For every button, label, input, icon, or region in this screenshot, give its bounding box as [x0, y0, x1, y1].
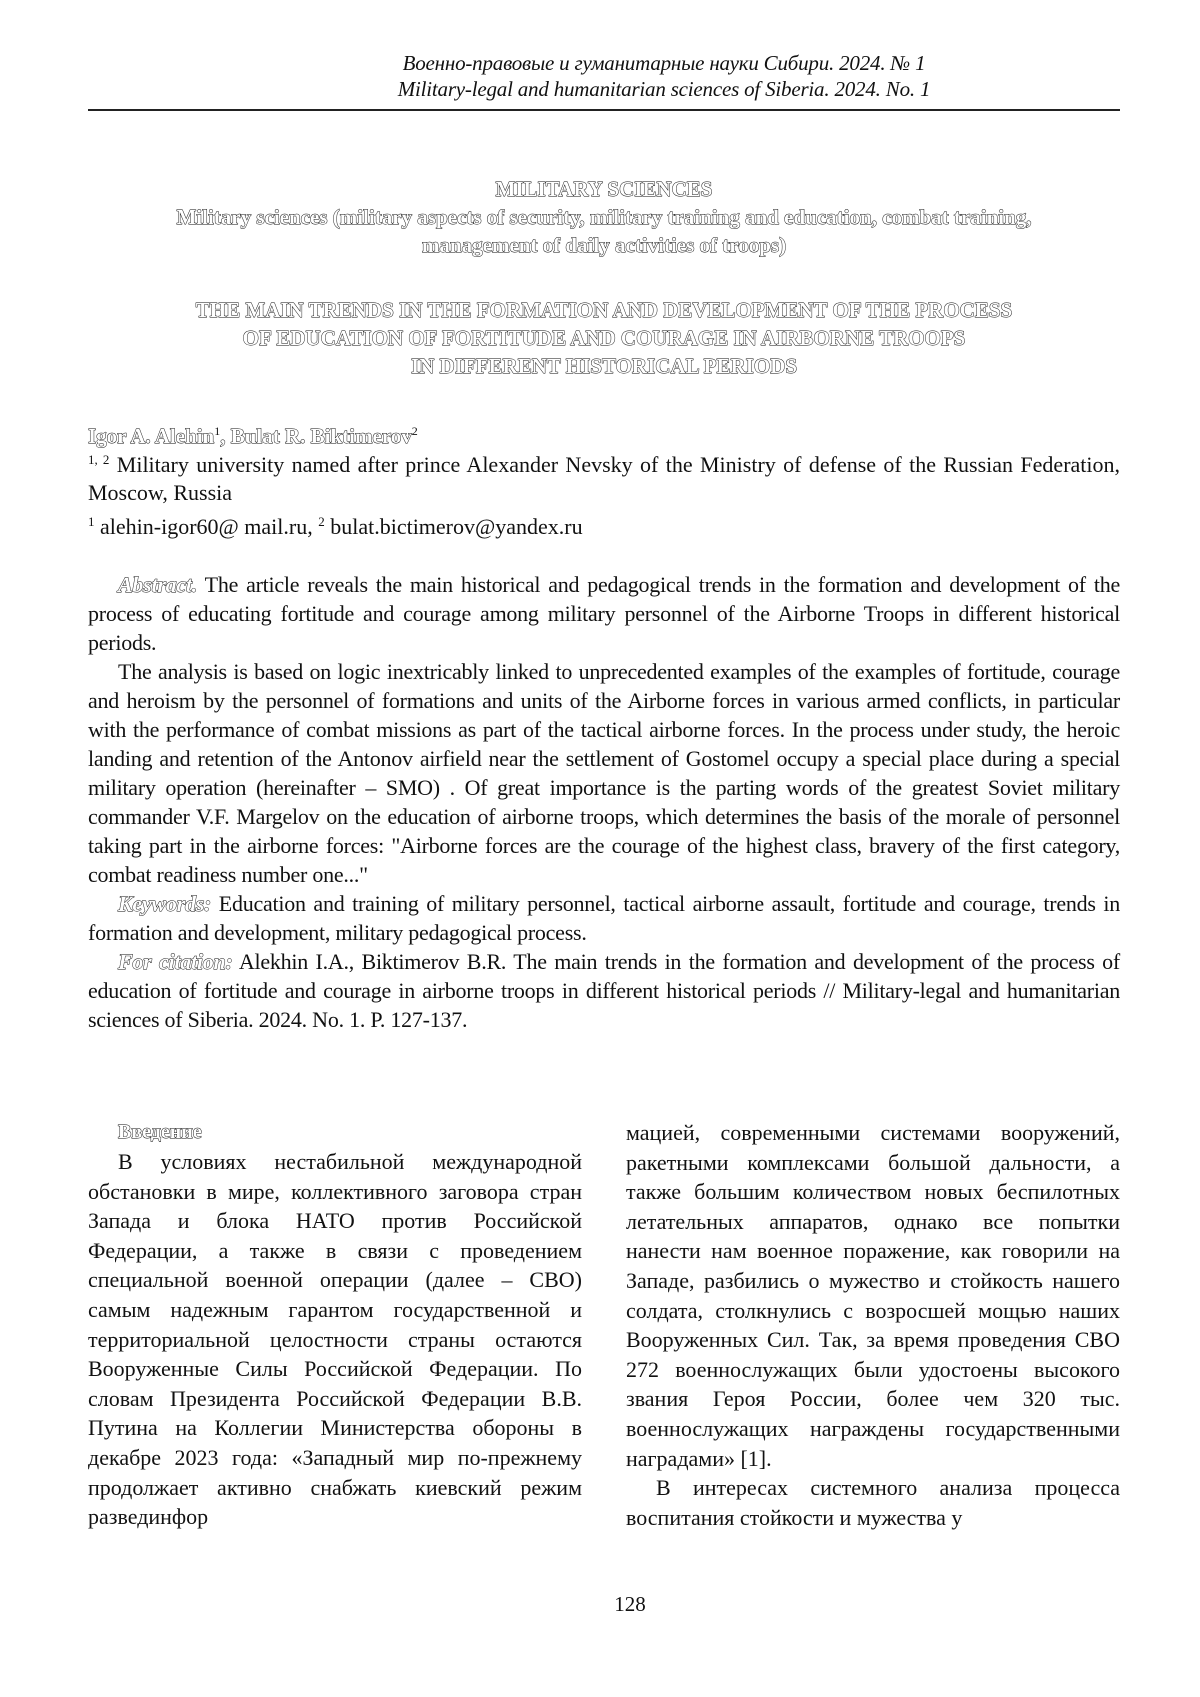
- journal-title-en: Military-legal and humanitarian sciences of Siberia. 2024. No. 1: [397, 77, 931, 101]
- abstract-paragraph: [88, 570, 1120, 657]
- author-affiliation: [88, 446, 1120, 507]
- keywords-paragraph: [88, 889, 1120, 947]
- page-number: 128: [614, 1592, 646, 1616]
- author-name: Igor A. Alehin: [88, 424, 215, 448]
- section-title: MILITARY SCIENCES: [495, 177, 713, 201]
- abstract-block: [88, 570, 1120, 1034]
- keywords-label: Keywords:: [118, 891, 212, 916]
- article-title: [88, 296, 1120, 380]
- author-affiliation-mark: 1: [214, 424, 221, 438]
- header-divider: [88, 109, 1120, 111]
- abstract-label: Abstract.: [118, 572, 198, 597]
- section-heading: [88, 175, 1120, 259]
- section-subtitle-line2: management of daily activities of troops): [421, 233, 787, 257]
- body-paragraph: мацией, современными системами вооружений, ракетными комплексами большой дальности, а также большим количеством новых беспилотных летательных аппаратов, однако все попытки нанести нам военное поражение, как говорили на Западе, разбились о мужество и стойкость нашего солдата, столкнулись с возросшей мощью наших Вооруженных Сил. Так, за время проведения СВО 272 военнослужащих были удостоены высокого звания Героя России, более чем 320 тыс. военнослужащих награждены государственными наградами» [1].: [626, 1120, 1120, 1471]
- body-paragraph: В условиях нестабильной международной обстановки в мире, коллективного заговора стран Запада и блока НАТО против Российской Федерации, а также в связи с проведением специальной военной операции (далее – СВО) самым надежным гарантом государственной и территориальной целостности страны остаются Вооруженные Силы Российской Федерации. По словам Президента Российской Федерации В.В. Путина на Коллегии Министерства обороны в декабре 2023 года: «Западный мир по-прежнему продолжает активно снабжать киевский режим развединфор: [88, 1149, 582, 1530]
- email-link[interactable]: alehin-igor60@ mail.ru,: [94, 514, 319, 539]
- email-mark: 2: [318, 514, 325, 529]
- body-column-left: [88, 1118, 582, 1532]
- journal-title-ru: Военно-правовые и гуманитарные науки Сибири. 2024. № 1: [402, 51, 926, 75]
- affiliation-mark: 1, 2: [88, 452, 110, 467]
- abstract-text: The article reveals the main historical and pedagogical trends in the formation and development of the process of educating fortitude and courage among military personnel of the Airborne Troops in different historical periods.: [88, 572, 1120, 655]
- author-list: [88, 418, 418, 449]
- affiliation-text: Military university named after prince Alexander Nevsky of the Ministry of defense of the Russian Federation, Moscow, Russia: [88, 452, 1121, 505]
- author-emails: [88, 508, 583, 541]
- section-subtitle-line1: Military sciences (military aspects of security, military training and education, combat training,: [176, 205, 1032, 229]
- author-name: Bulat R. Biktimerov: [230, 424, 412, 448]
- article-title-line3: IN DIFFERENT HISTORICAL PERIODS: [410, 354, 798, 378]
- running-header: [88, 50, 1120, 102]
- body-paragraph: В интересах системного анализа процесса воспитания стойкости и мужества у: [626, 1475, 1120, 1530]
- article-title-line2: OF EDUCATION OF FORTITUDE AND COURAGE IN AIRBORNE TROOPS: [242, 326, 966, 350]
- citation-label: For citation:: [118, 949, 233, 974]
- abstract-paragraph: The analysis is based on logic inextricably linked to unprecedented examples of the examples of fortitude, courage and heroism by the personnel of formations and units of the Airborne forces in various armed conflicts, in particular with the performance of combat missions as part of the tactical airborne forces. In the process under study, the heroic landing and retention of the Antonov airfield near the settlement of Gostomel occupy a special place during a special military operation (hereinafter – SMO) . Of great importance is the parting words of the greatest Soviet military commander V.F. Margelov on the education of airborne troops, which determines the basis of the morale of personnel taking part in the airborne forces: "Airborne forces are the courage of the highest class, bravery of the first category, combat readiness number one...": [88, 659, 1120, 887]
- introduction-heading: Введение: [118, 1121, 202, 1143]
- body-column-right: [626, 1118, 1120, 1532]
- citation-text: Alekhin I.A., Biktimerov B.R. The main trends in the formation and development of the process of education of fortitude and courage in airborne troops in different historical periods // Military-legal and humanitarian sciences of Siberia. 2024. No. 1. P. 127-137.: [88, 949, 1120, 1032]
- email-mark: 1: [88, 514, 95, 529]
- author-affiliation-mark: 2: [411, 424, 418, 438]
- email-link[interactable]: bulat.bictimerov@yandex.ru: [324, 514, 583, 539]
- citation-paragraph: [88, 947, 1120, 1034]
- author-separator: ,: [220, 424, 231, 448]
- keywords-text: Education and training of military personnel, tactical airborne assault, fortitude and courage, trends in formation and development, military pedagogical process.: [88, 891, 1120, 945]
- article-title-line1: THE MAIN TRENDS IN THE FORMATION AND DEVELOPMENT OF THE PROCESS: [195, 298, 1013, 322]
